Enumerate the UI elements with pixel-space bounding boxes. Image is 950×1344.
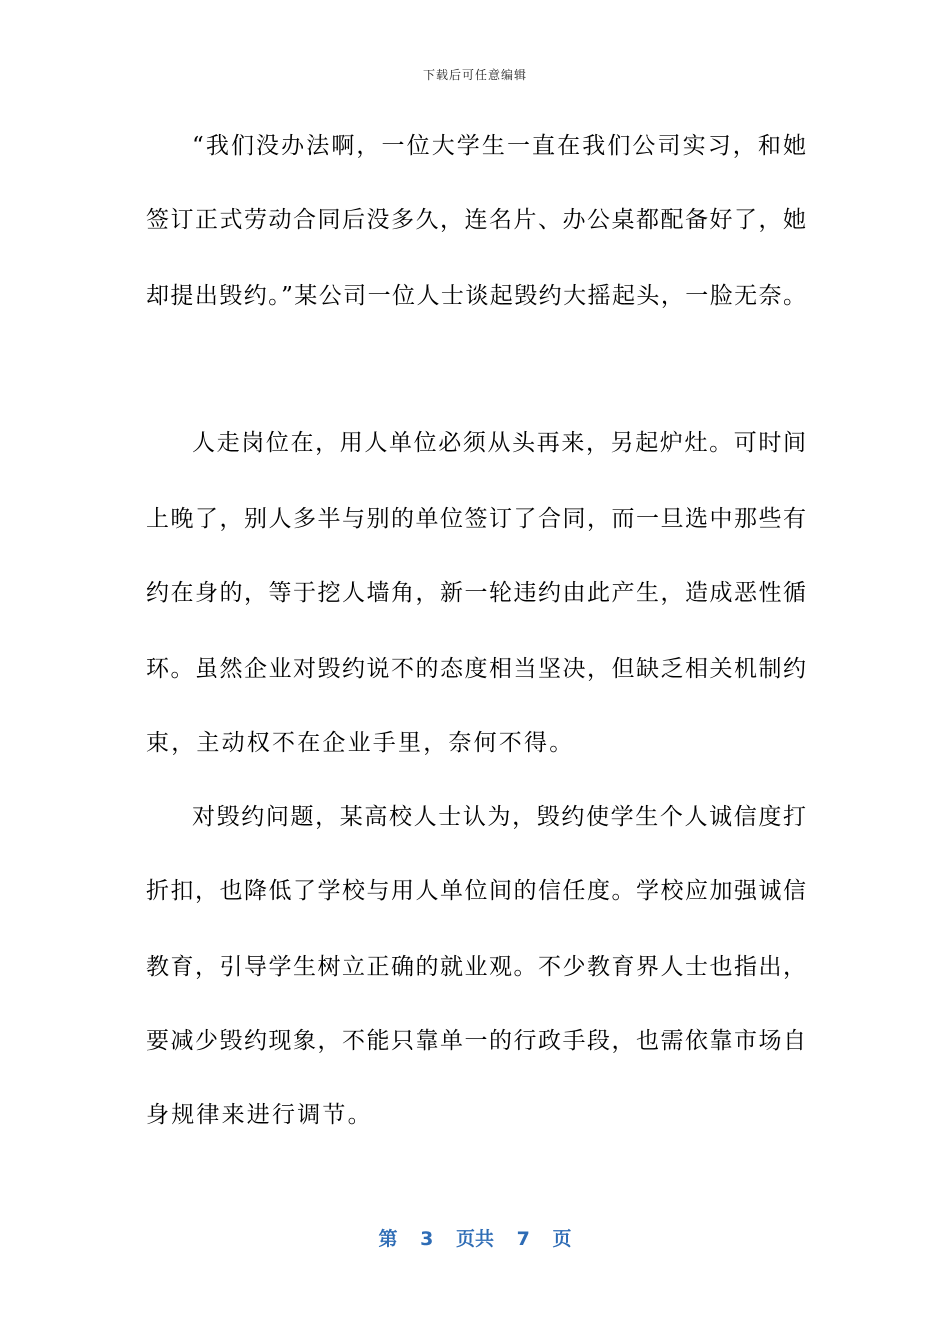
- paragraph-3-line-5: 身规律来进行调节。: [146, 1102, 373, 1128]
- paragraph-2-line-4: 环。虽然企业对毁约说不的态度相当坚决，但缺乏相关机制约: [146, 656, 806, 682]
- page-current: 3: [420, 1228, 434, 1250]
- paragraph-2-line-1: 人走岗位在，用人单位必须从头再来，另起炉灶。可时间: [192, 430, 806, 456]
- paragraph-3-line-3: 教育，引导学生树立正确的就业观。不少教育界人士也指出，: [146, 954, 806, 980]
- paragraph-2-line-2: 上晚了，别人多半与别的单位签订了合同，而一旦选中那些有: [146, 506, 806, 532]
- page-total: 7: [516, 1228, 530, 1250]
- page-suffix: 页: [552, 1228, 572, 1250]
- paragraph-3-line-2: 折扣，也降低了学校与用人单位间的信任度。学校应加强诚信: [146, 878, 806, 904]
- paragraph-2-line-3: 约在身的，等于挖人墙角，新一轮违约由此产生，造成恶性循: [146, 580, 806, 606]
- paragraph-1-line-2: 签订正式劳动合同后没多久，连名片、办公桌都配备好了，她: [146, 207, 806, 233]
- paragraph-2-line-5: 束，主动权不在企业手里，奈何不得。: [146, 730, 575, 756]
- paragraph-3-line-1: 对毁约问题，某高校人士认为，毁约使学生个人诚信度打: [192, 804, 806, 830]
- page-footer: [0, 1224, 950, 1251]
- page-prefix: 第: [378, 1228, 398, 1250]
- page-mid: 页共: [455, 1228, 494, 1250]
- paragraph-1-line-3: 却提出毁约。”某公司一位人士谈起毁约大摇起头，一脸无奈。: [146, 283, 806, 309]
- paragraph-3-line-4: 要减少毁约现象，不能只靠单一的行政手段，也需依靠市场自: [146, 1028, 806, 1054]
- header-note: 下载后可任意编辑: [422, 68, 527, 82]
- paragraph-1-line-1: “我们没办法啊，一位大学生一直在我们公司实习，和她: [192, 133, 806, 159]
